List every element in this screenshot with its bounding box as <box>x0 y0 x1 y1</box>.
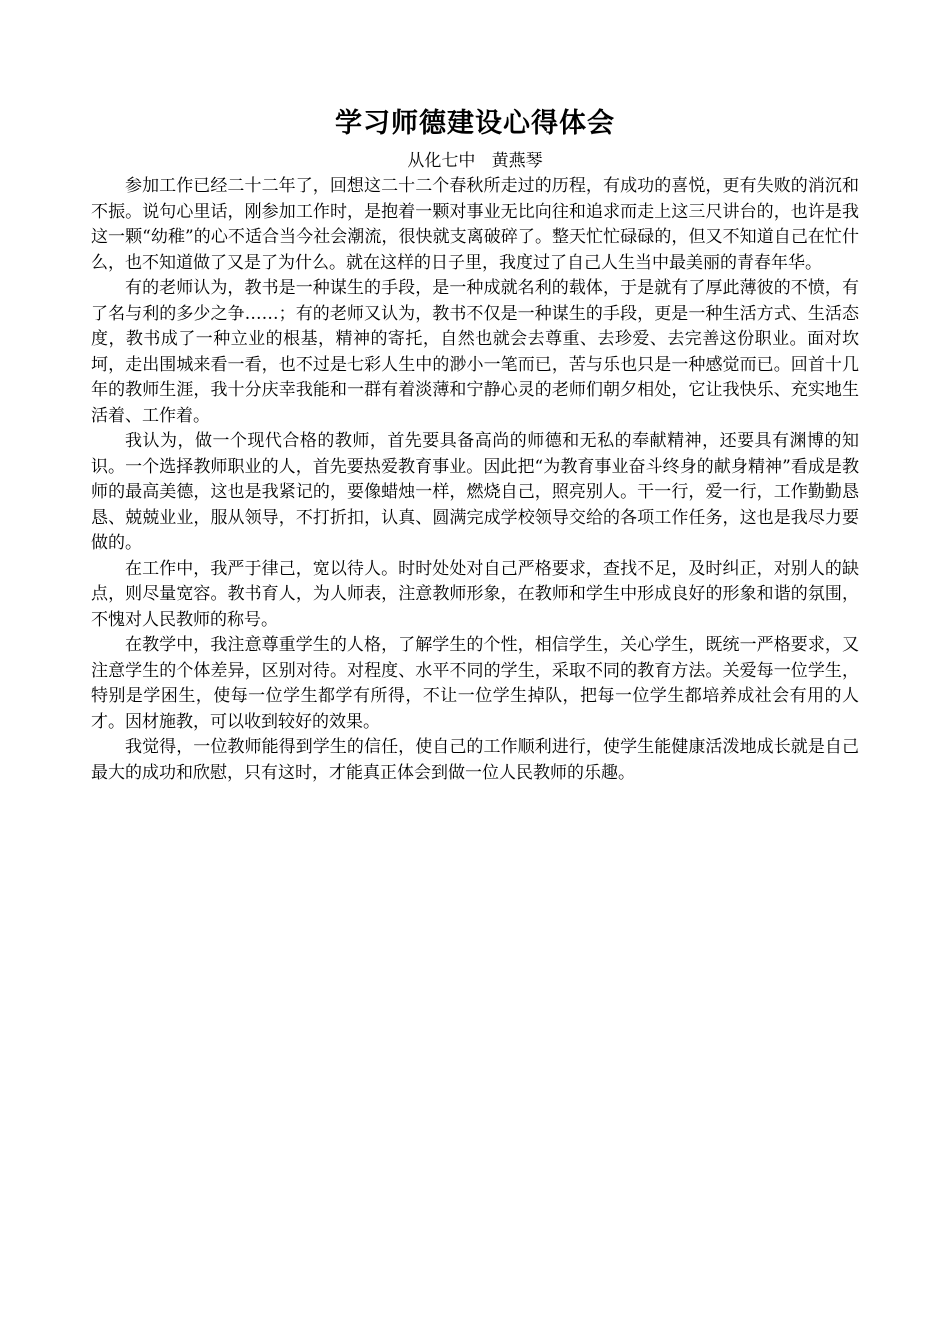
body-paragraph-4: 在工作中，我严于律己，宽以待人。时时处处对自己严格要求，查找不足，及时纠正，对别人的缺点，则尽量宽容。教书育人，为人师表，注意教师形象，在教师和学生中形成良好的形象和谐的氛围，不愧对人民教师的称号。 <box>91 558 859 630</box>
document-title: 学习师德建设心得体会 <box>335 108 615 139</box>
body-paragraph-2: 有的老师认为，教书是一种谋生的手段，是一种成就名利的载体，于是就有了厚此薄彼的不愤，有了名与利的多少之争……；有的老师又认为，教书不仅是一种谋生的手段，更是一种生活方式、生活态度，教书成了一种立业的根基，精神的寄托，自然也就会去尊重、去珍爱、去完善这份职业。面对坎坷，走出围城来看一看，也不过是七彩人生中的渺小一笔而已，苦与乐也只是一种感觉而已。回首十几年的教师生涯，我十分庆幸我能和一群有着淡薄和宁静心灵的老师们朝夕相处，它让我快乐、充实地生活着、工作着。 <box>91 278 859 426</box>
body-paragraph-6: 我觉得，一位教师能得到学生的信任，使自己的工作顺利进行，使学生能健康活泼地成长就是自己最大的成功和欣慰，只有这时，才能真正体会到做一位人民教师的乐趣。 <box>91 737 859 783</box>
document-page <box>91 104 859 786</box>
body-paragraph-1: 参加工作已经二十二年了，回想这二十二个春秋所走过的历程，有成功的喜悦，更有失败的消沉和不振。说句心里话，刚参加工作时，是抱着一颗对事业无比向往和追求而走上这三尺讲台的，也许是我这一颗“幼稚”的心不适合当今社会潮流，很快就支离破碎了。整天忙忙碌碌的，但又不知道自己在忙什么，也不知道做了又是了为什么。就在这样的日子里，我度过了自己人生当中最美丽的青春年华。 <box>91 176 859 273</box>
author-byline: 从化七中 黄燕琴 <box>407 151 543 171</box>
body-paragraph-5: 在教学中，我注意尊重学生的人格，了解学生的个性，相信学生，关心学生，既统一严格要求，又注意学生的个体差异，区别对待。对程度、水平不同的学生，采取不同的教育方法。关爱每一位学生，特别是学困生，使每一位学生都学有所得，不让一位学生掉队，把每一位学生都培养成社会有用的人才。因材施教，可以收到较好的效果。 <box>91 635 859 732</box>
body-paragraph-3: 我认为，做一个现代合格的教师，首先要具备高尚的师德和无私的奉献精神，还要具有渊博的知识。一个选择教师职业的人，首先要热爱教育事业。因此把“为教育事业奋斗终身的献身精神”看成是教师的最高美德，这也是我紧记的，要像蜡烛一样，燃烧自己，照亮别人。干一行，爱一行，工作勤勤恳恳、兢兢业业，服从领导，不打折扣，认真、圆满完成学校领导交给的各项工作任务，这也是我尽力要做的。 <box>91 431 859 553</box>
